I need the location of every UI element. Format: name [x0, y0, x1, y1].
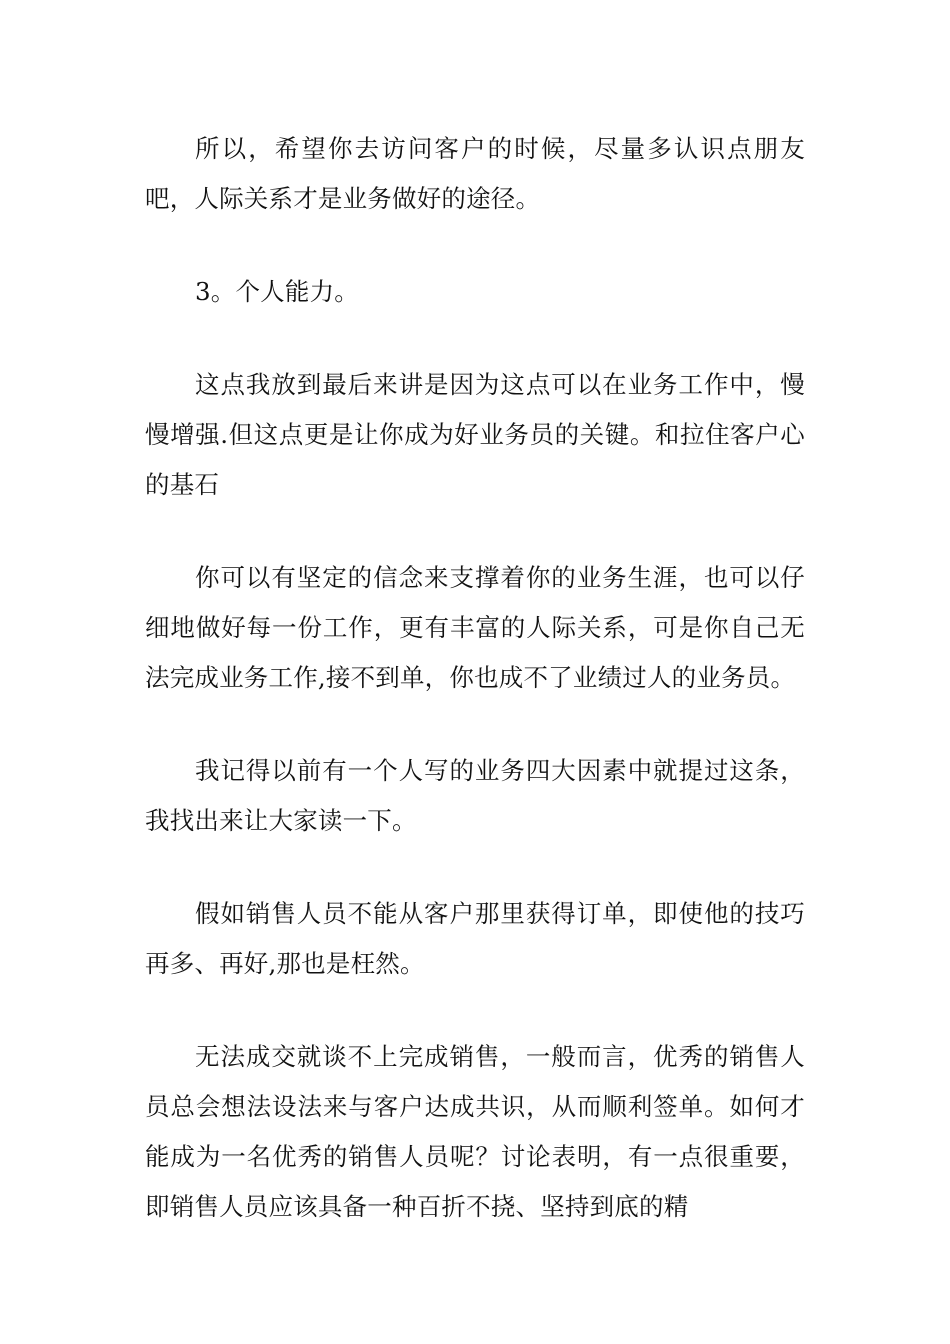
- paragraph-ability-key: 这点我放到最后来讲是因为这点可以在业务工作中，慢慢增强.但这点更是让你成为好业务员的关键。和拉住客户心的基石: [145, 370, 805, 499]
- paragraph-orders: 假如销售人员不能从客户那里获得订单，即使他的技巧再多、再好,那也是枉然。: [145, 899, 805, 978]
- document-body: [145, 124, 805, 1232]
- paragraph-four-factors: 我记得以前有一个人写的业务四大因素中就提过这条，我找出来让大家读一下。: [145, 756, 805, 835]
- paragraph-closing-deals: 无法成交就谈不上完成销售，一般而言，优秀的销售人员总会想法设法来与客户达成共识，从而顺利签单。如何才能成为一名优秀的销售人员呢？讨论表明，有一点很重要，即销售人员应该具备一种百折不挠、坚持到底的精: [145, 1042, 805, 1221]
- paragraph-heading-personal-ability: 3。个人能力。: [195, 277, 359, 306]
- paragraph-belief-and-work: 你可以有坚定的信念来支撑着你的业务生涯，也可以仔细地做好每一份工作，更有丰富的人际关系，可是你自己无法完成业务工作,接不到单，你也成不了业绩过人的业务员。: [145, 563, 805, 692]
- paragraph-relationships: 所以，希望你去访问客户的时候，尽量多认识点朋友吧，人际关系才是业务做好的途径。: [145, 134, 805, 213]
